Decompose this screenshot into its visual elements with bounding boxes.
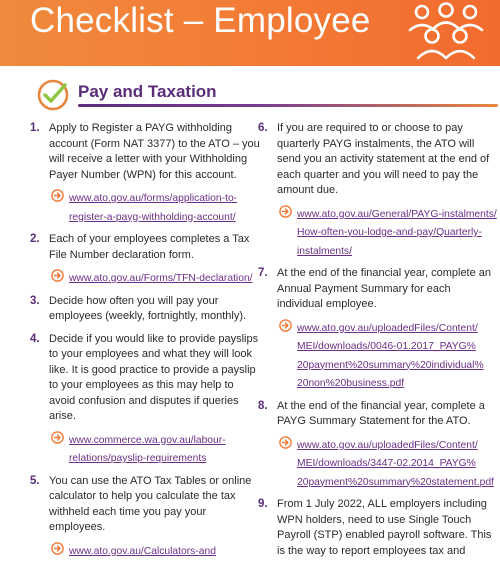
resource-link[interactable]: www.ato.gov.au/General/PAYG-instalments/How-often-you-lodge-and-pay/Quarterly-instalments/	[297, 208, 497, 257]
resource-link[interactable]: www.commerce.wa.gov.au/labour-relations/payslip-requirements	[69, 434, 226, 464]
checklist-item-1	[30, 121, 260, 225]
checklist-item-6	[258, 121, 498, 259]
item-number: 2.	[30, 233, 40, 245]
checkmark-circle-icon	[36, 78, 70, 112]
resource-link[interactable]: www.ato.gov.au/Calculators-and	[69, 545, 216, 557]
item-text: Each of your employees completes a Tax File Number declaration form.	[49, 233, 250, 261]
item-text: Apply to Register a PAYG withholding account (Form NAT 3377) to the ATO – you will receive a letter with your Withholding Payer Number (WPN) for this account.	[49, 122, 260, 181]
resource-link[interactable]: www.ato.gov.au/uploadedFiles/Content/MEI/downloads/0046-01.2017_PAYG%20payment%20summary%20individual%20non%20business.pdf	[297, 322, 484, 389]
arrow-right-circle-icon	[279, 319, 292, 332]
arrow-right-circle-icon	[279, 436, 292, 449]
people-group-icon	[398, 0, 494, 62]
item-text: At the end of the financial year, complete an Annual Payment Summary for each individual employee.	[277, 267, 492, 310]
item-number: 1.	[30, 122, 40, 134]
checklist-item-3	[30, 294, 260, 325]
link-row	[277, 318, 498, 392]
link-row	[49, 541, 260, 560]
item-number: 4.	[30, 332, 40, 345]
right-column	[258, 121, 498, 566]
checklist-item-8	[258, 399, 498, 491]
section-title: Pay and Taxation	[78, 82, 217, 101]
checklist-item-4	[30, 332, 260, 467]
arrow-right-circle-icon	[279, 205, 292, 218]
checklist-item-2	[30, 232, 260, 287]
link-row	[49, 430, 260, 467]
item-number: 5.	[30, 474, 40, 487]
item-text: If you are required to or choose to pay quarterly PAYG instalments, the ATO will send you an activity statement at the end of each quarter and you will need to pay the amount due.	[277, 122, 490, 196]
resource-link[interactable]: www.ato.gov.au/Forms/TFN-declaration/	[69, 273, 253, 284]
arrow-right-circle-icon	[51, 269, 64, 282]
item-text: At the end of the financial year, complete a PAYG Summary Statement for the ATO.	[277, 399, 485, 427]
arrow-right-circle-icon	[51, 431, 64, 444]
item-text: Decide how often you will pay your employees (weekly, fortnightly, monthly).	[49, 294, 247, 322]
item-number: 3.	[30, 294, 40, 307]
arrow-right-circle-icon	[51, 189, 64, 202]
page-title: Checklist – Employee	[30, 1, 371, 40]
checklist-item-9	[258, 497, 498, 559]
item-text: Decide if you would like to provide payslips to your employees and what they will look like. It is good practice to provide a payslip to your employees as this may help to avoid confusion and disputes if queries arise.	[49, 332, 259, 422]
link-row	[49, 188, 260, 225]
resource-link[interactable]: www.ato.gov.au/uploadedFiles/Content/MEI/downloads/3447-02.2014_PAYG%20payment%20summary%20statement.pdf	[297, 439, 494, 488]
item-number: 8.	[258, 399, 268, 412]
item-text: From 1 July 2022, ALL employers including WPN holders, need to use Single Touch Payroll (STP) enabled payroll software. This is the way to report employees tax and	[277, 498, 492, 557]
page-header	[0, 0, 500, 66]
item-number: 6.	[258, 122, 268, 134]
link-row	[49, 268, 260, 287]
left-column	[30, 121, 260, 566]
item-number: 9.	[258, 498, 268, 510]
checklist-item-7	[258, 266, 498, 392]
section-divider	[78, 104, 498, 107]
item-text: You can use the ATO Tax Tables or online calculator to help you calculate the tax withheld each time you pay your employees.	[49, 474, 252, 533]
resource-link[interactable]: www.ato.gov.au/forms/application-to-register-a-payg-withholding-account/	[69, 193, 238, 223]
link-row	[277, 435, 498, 491]
checklist-item-5	[30, 474, 260, 560]
section-header	[36, 76, 496, 116]
item-number: 7.	[258, 267, 268, 279]
arrow-right-circle-icon	[51, 542, 64, 555]
link-row	[277, 204, 498, 260]
